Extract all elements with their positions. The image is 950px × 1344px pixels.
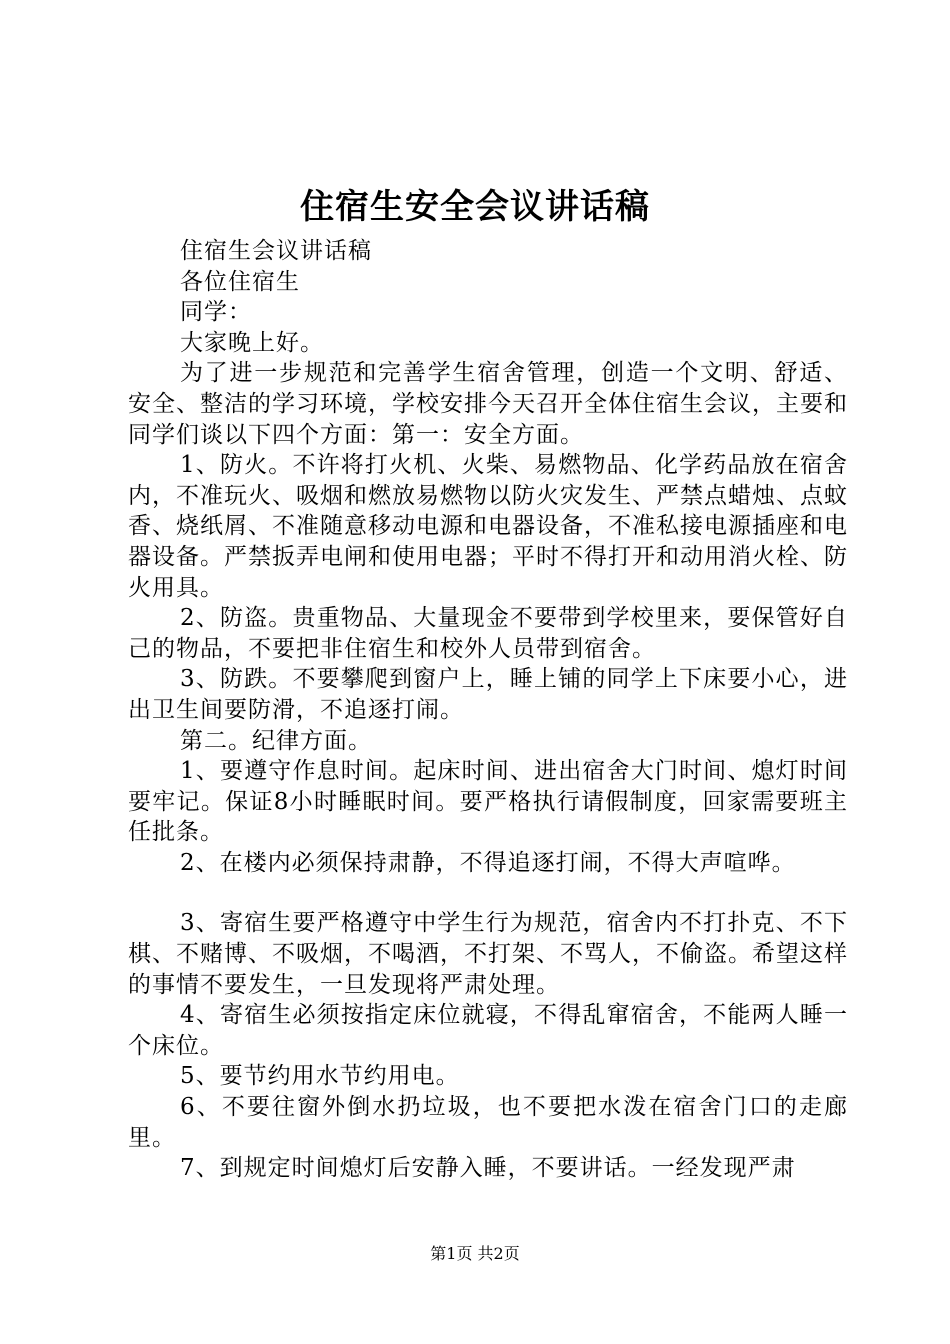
paragraph-schedule: 1、要遵守作息时间。起床时间、进出宿舍大门时间、熄灯时间要牢记。保证8小时睡眠时间。要严格执行请假制度，回家需要班主任批条。 — [128, 758, 848, 846]
paragraph-greeting: 大家晚上好。 — [180, 329, 324, 356]
paragraph-conduct: 3、寄宿生要严格遵守中学生行为规范，宿舍内不打扑克、不下棋、不赌博、不吸烟，不喝酒，不打架、不骂人，不偷盗。希望这样的事情不要发生，一旦发现将严肃处理。 — [128, 910, 848, 998]
page-footer: 第1页 共2页 — [430, 1244, 520, 1263]
paragraph-salutation-1: 各位住宿生 — [180, 268, 300, 295]
paragraph-salutation-2: 同学： — [180, 299, 252, 326]
paragraph-beds: 4、寄宿生必须按指定床位就寝，不得乱窜宿舍，不能两人睡一个床位。 — [128, 1002, 848, 1059]
document-title: 住宿生安全会议讲话稿 — [300, 187, 650, 227]
document-body — [128, 236, 848, 1184]
paragraph-conservation: 5、要节约用水节约用电。 — [180, 1063, 460, 1090]
paragraph-fall-prevention: 3、防跌。不要攀爬到窗户上，睡上铺的同学上下床要小心，进出卫生间要防滑，不追逐打闹。 — [128, 666, 848, 723]
paragraph-lights-out: 7、到规定时间熄灯后安静入睡，不要讲话。一经发现严肃 — [180, 1155, 796, 1182]
paragraph-quiet: 2、在楼内必须保持肃静，不得追逐打闹，不得大声喧哗。 — [180, 849, 796, 876]
paragraph-heading: 住宿生会议讲话稿 — [180, 238, 372, 264]
paragraph-fire-safety: 1、防火。不许将打火机、火柴、易燃物品、化学药品放在宿舍内，不准玩火、吸烟和燃放易燃物以防火灾发生、严禁点蜡烛、点蚊香、烧纸屑、不准随意移动电源和电器设备，不准私接电源插座和电器设备。严禁扳弄电闸和使用电器；平时不得打开和动用消火栓、防火用具。 — [128, 452, 848, 601]
paragraph-intro: 为了进一步规范和完善学生宿舍管理，创造一个文明、舒适、安全、整洁的学习环境，学校安排今天召开全体住宿生会议，主要和同学们谈以下四个方面：第一：安全方面。 — [128, 360, 848, 448]
paragraph-discipline-heading: 第二。纪律方面。 — [180, 727, 372, 754]
paragraph-theft-prevention: 2、防盗。贵重物品、大量现金不要带到学校里来，要保管好自己的物品，不要把非住宿生和校外人员带到宿舍。 — [128, 605, 848, 662]
paragraph-window: 6、不要往窗外倒水扔垃圾，也不要把水泼在宿舍门口的走廊里。 — [128, 1094, 848, 1151]
